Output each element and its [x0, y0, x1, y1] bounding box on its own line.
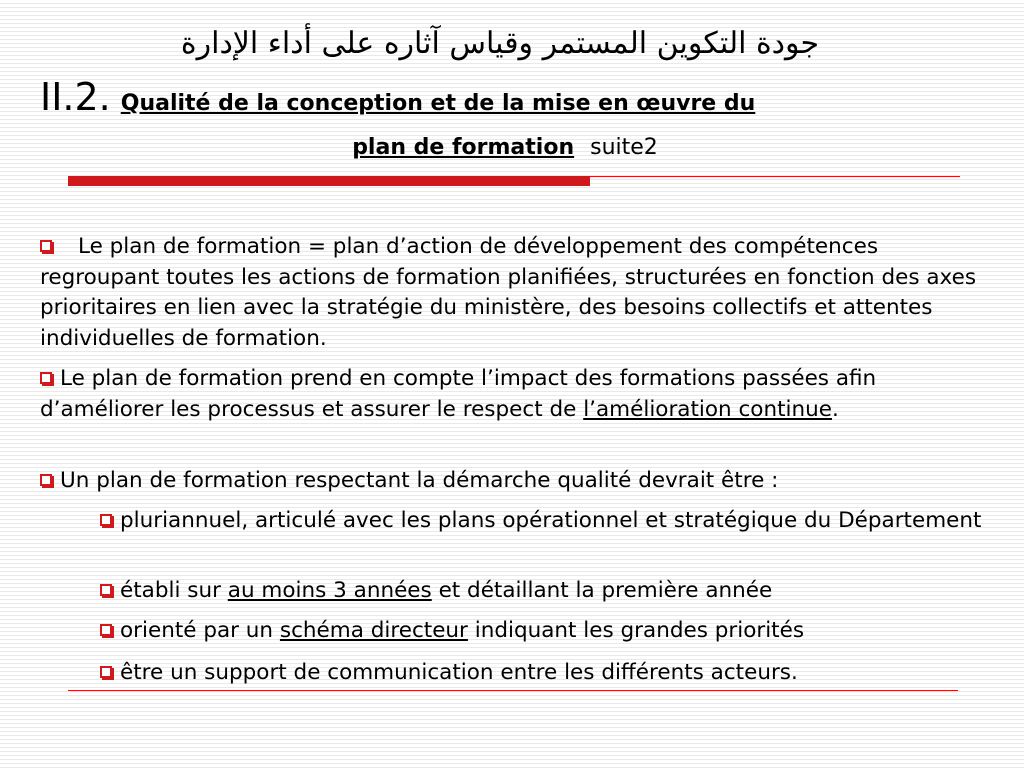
sub-bullet-item — [100, 658, 1000, 689]
bullet-item — [40, 232, 980, 354]
sub-bullet-item — [100, 616, 1000, 647]
section-title-row — [40, 74, 980, 120]
section-number: II.2. — [40, 75, 111, 119]
section-title-line1: Qualité de la conception et de la mise en œuvre du — [120, 91, 756, 116]
sub-bullet-item — [100, 576, 1000, 607]
sub-bullet-text-end: et détaillant la première année — [431, 578, 773, 603]
title-divider-thin — [590, 176, 960, 177]
hollow-square-bullet-icon — [40, 372, 52, 384]
bullet-text-end: . — [831, 396, 839, 422]
hollow-square-bullet-icon — [100, 666, 112, 678]
bullet-text: Le plan de formation = plan d’action de développement des compétences regroupant toutes les actions de formation planifiées, structurées en fonction des axes prioritaires en lien avec la stratégie du ministère, des besoins collectifs et attentes individuelles de formation. — [40, 234, 977, 351]
bullet-text: Le plan de formation prend en compte l’impact des formations passées afin d’améliorer les processus et assurer le respect de — [40, 366, 877, 422]
bullet-text: Un plan de formation respectant la démarche qualité devrait être : — [60, 468, 779, 493]
section-title-line2: plan de formation — [352, 135, 575, 160]
hollow-square-bullet-icon — [100, 514, 112, 526]
section-title-row-2 — [0, 130, 1010, 166]
section-suffix: suite2 — [590, 135, 658, 160]
sub-bullet-item — [100, 506, 1000, 537]
sub-bullet-text: pluriannuel, articulé avec les plans opérationnel et stratégique du Département — [120, 508, 982, 533]
hollow-square-bullet-icon — [40, 240, 52, 252]
bullet-item — [40, 466, 980, 497]
sub-bullet-text: orienté par un — [120, 618, 280, 643]
hollow-square-bullet-icon — [100, 584, 112, 596]
bottom-divider — [68, 690, 958, 691]
sub-bullet-underlined-term: au moins 3 années — [227, 578, 432, 603]
sub-bullet-text: établi sur — [120, 578, 228, 603]
arabic-title: جودة التكوين المستمر وقياس آثاره على أداء الإدارة — [180, 26, 820, 61]
sub-bullet-text: être un support de communication entre les différents acteurs. — [120, 660, 798, 685]
sub-bullet-underlined-term: schéma directeur — [279, 618, 468, 643]
bullet-underlined-term: l’amélioration continue — [583, 396, 832, 422]
sub-bullet-text-end: indiquant les grandes priorités — [467, 618, 805, 643]
bullet-item — [40, 364, 940, 425]
hollow-square-bullet-icon — [40, 474, 52, 486]
hollow-square-bullet-icon — [100, 624, 112, 636]
title-divider-thick — [68, 176, 590, 186]
